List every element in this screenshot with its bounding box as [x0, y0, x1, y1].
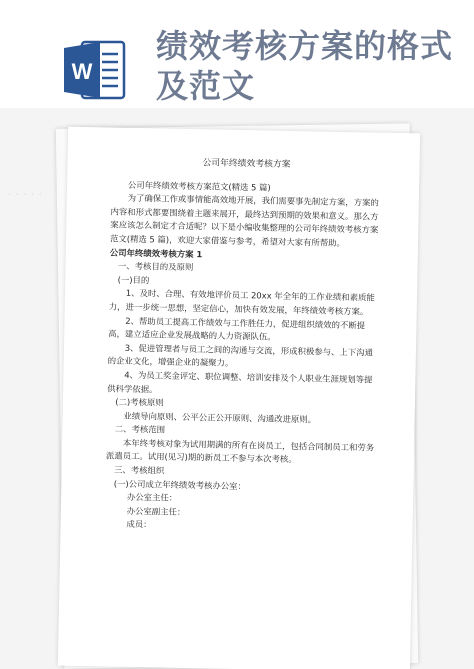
doc-intro: 为了确保工作或事情能高效地开展，我们需要事先制定方案，方案的内容和形式都要围绕着主题来展开，最终达到预期的效果和意义。那么方案应该怎么制定才合适呢？以下是小编收集整理的公司年终绩效考核方案范文(精选 5 篇)，欢迎大家借鉴与参考，希望对大家有所帮助。: [109, 193, 379, 248]
doc-subheading-principles: (二)考核原则: [115, 396, 164, 408]
banner-title: 绩效考核方案的格式及范文: [156, 27, 454, 105]
word-document-icon: [62, 38, 128, 102]
header-banner: [0, 0, 474, 108]
doc-field-deputy: 办公室副主任：: [126, 505, 186, 517]
doc-item-2: 2、帮助员工提高工作绩效与工作胜任力，促进组织绩效的不断提高，建立适应企业发展战略的人力资源队伍。: [108, 315, 366, 342]
doc-field-director: 办公室主任：: [126, 492, 178, 504]
doc-subtitle: 公司年终绩效考核方案范文(精选 5 篇): [127, 179, 271, 193]
doc-heading-1: 一、考核目的及原则: [117, 260, 194, 273]
doc-principles: 业绩导向原则、公平公正公开原则、沟通改进原则。: [123, 410, 317, 425]
doc-item-1: 1、及时、合理、有效地评价员工 20xx 年全年的工作业绩和素质能力，进一步统一思想，坚定信心，加快有效发展，年终绩效考核方案。: [108, 288, 375, 317]
doc-subheading-purpose: (一)目的: [117, 274, 150, 286]
document-title: 公司年终绩效考核方案: [202, 158, 291, 170]
document-page: [58, 127, 420, 669]
doc-item-3: 3、促进管理者与员工之间的沟通与交流，形成积极参与、上下沟通的企业文化，增强企业的凝聚力。: [107, 342, 374, 369]
doc-item-4: 4、为员工奖金评定、职位调整、培训安排及个人职业生涯规划等提供科学依据。: [107, 369, 373, 394]
doc-heading-3: 三、考核组织: [113, 464, 165, 476]
word-logo-letter: W: [71, 59, 93, 84]
document-body: [104, 156, 381, 537]
doc-scope: 本年终考核对象为试用期满的所有在岗员工，包括合同制员工和劳务派遣员工。试用(见习)期的新员工不参与本次考核。: [105, 437, 375, 465]
doc-office-setup: (一)公司成立年终绩效考核办公室：: [113, 478, 247, 491]
doc-heading-2: 二、考核范围: [114, 423, 166, 435]
doc-field-members: 成员：: [126, 519, 152, 530]
watermark-text: · · · · ·: [8, 190, 43, 200]
doc-section-heading: 公司年终绩效考核方案 1: [109, 247, 203, 259]
